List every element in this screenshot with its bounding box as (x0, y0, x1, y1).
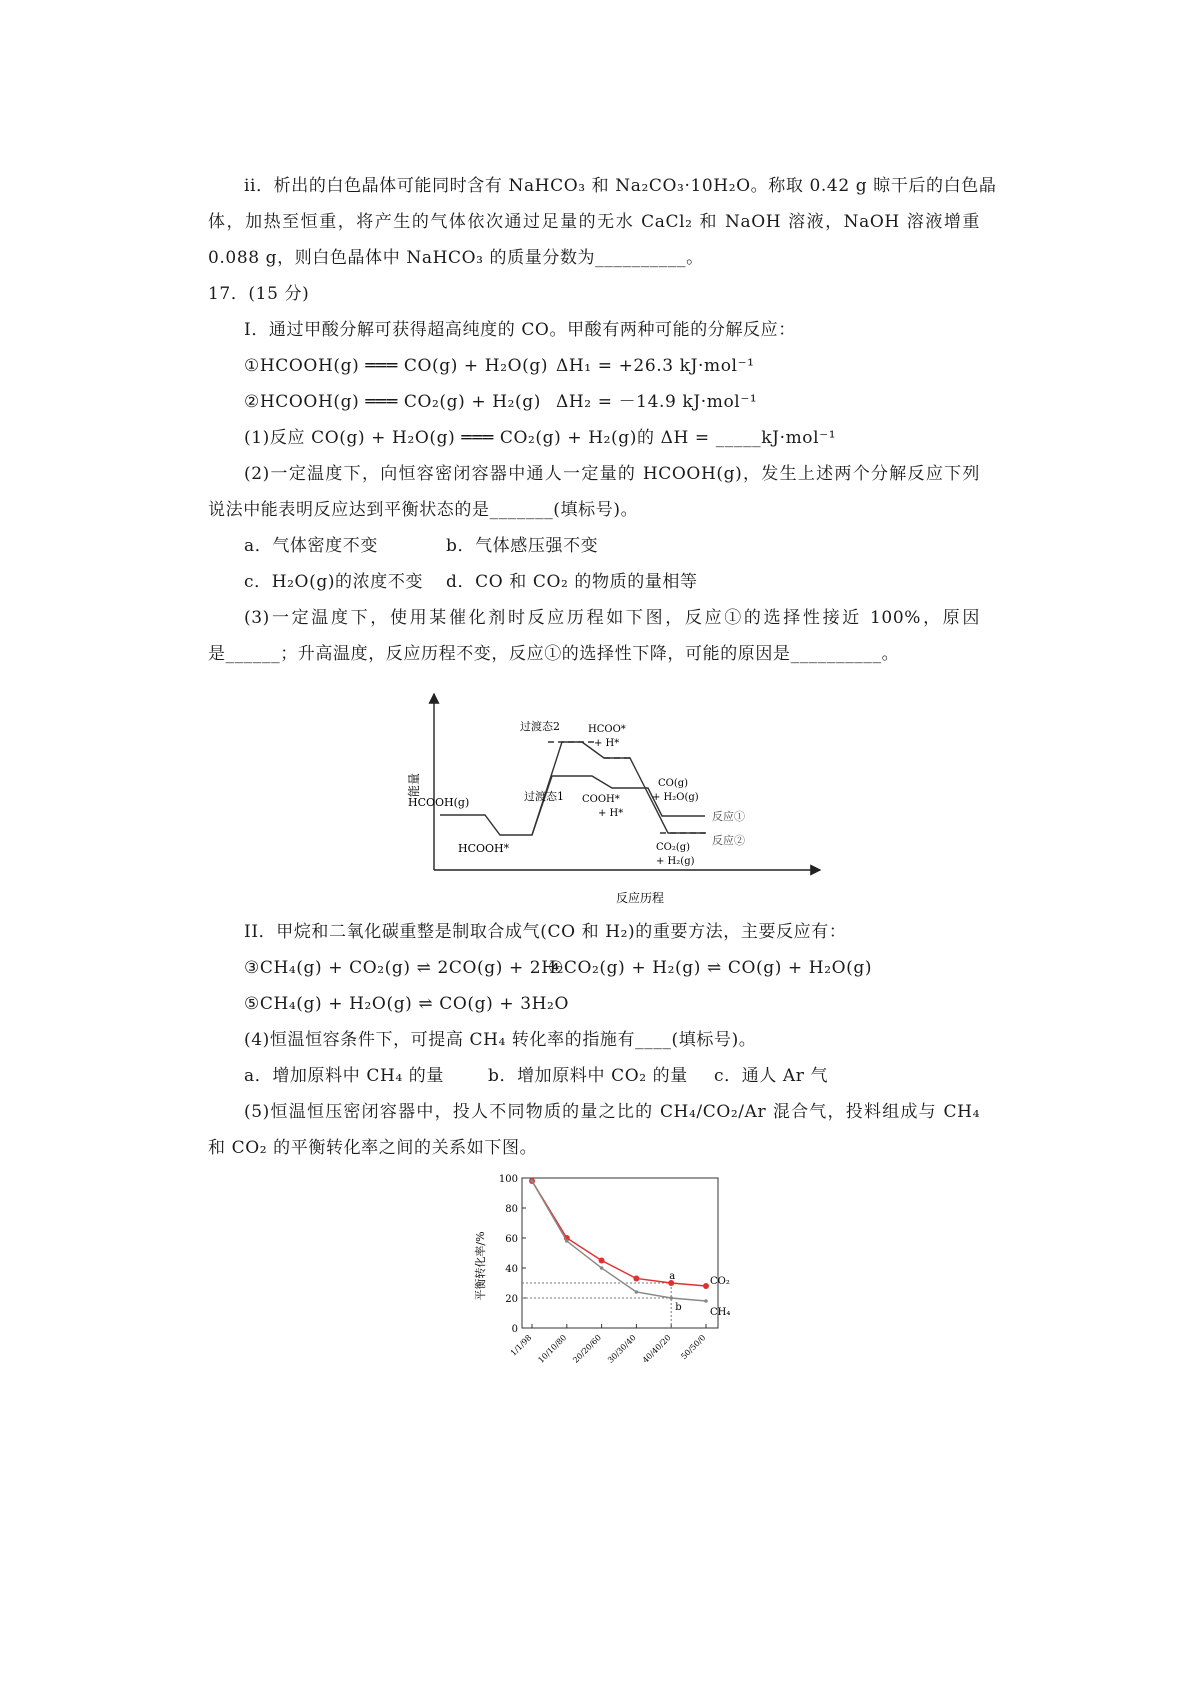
label-ts2: 过渡态2 (520, 720, 560, 733)
data-point (565, 1239, 569, 1243)
text-line: 和 CO₂ 的平衡转化率之间的关系如下图。 (208, 1138, 538, 1158)
data-point (703, 1283, 709, 1289)
data-point (704, 1299, 708, 1303)
text-line: 0.088 g，则白色晶体中 NaHCO₃ 的质量分数为__________。 (208, 248, 704, 268)
x-tick-label: 30/30/40 (606, 1333, 638, 1365)
x-tick-label: 1/1/98 (508, 1333, 534, 1358)
x-tick-label: 50/50/0 (679, 1333, 708, 1362)
label-cooh: COOH* (582, 794, 620, 805)
option-a: a．气体密度不变 (244, 536, 378, 556)
label-hcooh-g: HCOOH(g) (408, 796, 470, 809)
label-co2: CO₂(g) (656, 842, 691, 853)
conversion-chart (470, 1168, 770, 1378)
equation-4: ④CO₂(g) + H₂(g) ⇌ CO(g) + H₂O(g) (548, 958, 873, 978)
equation-2 (244, 390, 980, 414)
data-point (599, 1258, 605, 1264)
series-label: CO₂ (710, 1276, 730, 1287)
question-2: (2)一定温度下，向恒容密闭容器中通人一定量的 HCOOH(g)，发生上述两个分解反应下列 (244, 464, 980, 484)
options-row (244, 570, 980, 594)
x-tick-label: 20/20/60 (571, 1333, 604, 1365)
label-cooh-h: + H* (598, 808, 624, 819)
question-3: (3)一定温度下，使用某催化剂时反应历程如下图，反应①的选择性接近 100%，原因 (244, 608, 980, 628)
enthalpy-value: ΔH₁ = +26.3 kJ·mol⁻¹ (556, 356, 755, 376)
label-hcoo: HCOO* (588, 724, 626, 735)
question-5: (5)恒温恒压密闭容器中，投人不同物质的量之比的 CH₄/CO₂/Ar 混合气，投料组成与 CH₄ (244, 1102, 980, 1122)
option-c: c．H₂O(g)的浓度不变 (244, 572, 424, 592)
enthalpy-value: ΔH₂ = －14.9 kJ·mol⁻¹ (556, 392, 758, 412)
label-hcoo-h: + H* (594, 738, 620, 749)
equation-3: ③CH₄(g) + CO₂(g) ⇌ 2CO(g) + 2H₂ (244, 958, 565, 978)
y-tick-label: 60 (505, 1234, 518, 1245)
equation-row (244, 956, 980, 980)
question-number: 17．(15 分) (208, 284, 310, 304)
label-co: CO(g) (658, 778, 689, 789)
y-axis-label: 能量 (407, 772, 421, 798)
data-point (669, 1296, 673, 1300)
option-c: c．通人 Ar 气 (714, 1066, 829, 1086)
option-b: b．气体感压强不变 (446, 536, 599, 556)
label-co-h2o: + H₂O(g) (652, 792, 699, 803)
text-line: ii．析出的白色晶体可能同时含有 NaHCO₃ 和 Na₂CO₃·10H₂O。称取 0.42 g 晾干后的白色晶 (244, 176, 997, 196)
text-line: 是______；升高温度，反应历程不变，反应①的选择性下降，可能的原因是__________。 (208, 644, 900, 664)
section-heading: II．甲烷和二氧化碳重整是制取合成气(CO 和 H₂)的重要方法，主要反应有： (244, 922, 847, 942)
plot-frame (522, 1178, 718, 1328)
equation-text: ②HCOOH(g) ═══ CO₂(g) + H₂(g) (244, 392, 541, 412)
options-row (244, 1064, 980, 1088)
section-heading: I．通过甲酸分解可获得超高纯度的 CO。甲酸有两种可能的分解反应： (244, 320, 796, 340)
legend-reaction-2: 反应② (712, 834, 745, 847)
question-4: (4)恒温恒容条件下，可提高 CH₄ 转化率的指施有____(填标号)。 (244, 1030, 757, 1050)
label-co2-h2: + H₂(g) (656, 856, 695, 867)
y-tick-label: 100 (498, 1174, 518, 1185)
x-tick-label: 40/40/20 (640, 1333, 673, 1365)
option-b: b．增加原料中 CO₂ 的量 (488, 1066, 688, 1086)
question-1: (1)反应 CO(g) + H₂O(g) ═══ CO₂(g) + H₂(g)的 ΔH = _____kJ·mol⁻¹ (244, 428, 837, 448)
y-tick-label: 40 (505, 1264, 518, 1275)
annotation-label: a (669, 1271, 676, 1282)
data-point (530, 1179, 534, 1183)
equation-text: ①HCOOH(g) ═══ CO(g) + H₂O(g) (244, 356, 549, 376)
equation-1 (244, 354, 980, 378)
x-tick-label: 10/10/80 (536, 1333, 569, 1365)
series-label: CH₄ (710, 1307, 731, 1318)
data-point (635, 1290, 639, 1294)
y-tick-label: 0 (511, 1324, 518, 1335)
data-point (600, 1266, 604, 1270)
label-hcooh-ads: HCOOH* (458, 842, 510, 855)
series-line (532, 1181, 706, 1286)
x-axis-label: 反应历程 (615, 891, 665, 905)
text-line: 说法中能表明反应达到平衡状态的是_______(填标号)。 (208, 500, 639, 520)
label-ts1: 过渡态1 (524, 790, 564, 803)
chart-y-label: 平衡转化率/% (474, 1231, 487, 1301)
y-tick-label: 20 (505, 1294, 518, 1305)
data-point (633, 1276, 639, 1282)
option-d: d．CO 和 CO₂ 的物质的量相等 (446, 572, 698, 592)
text-line: 体，加热至恒重，将产生的气体依次通过足量的无水 CaCl₂ 和 NaOH 溶液，NaOH 溶液增重 (208, 212, 980, 232)
option-a: a．增加原料中 CH₄ 的量 (244, 1066, 444, 1086)
energy-diagram (400, 690, 830, 910)
equation-5: ⑤CH₄(g) + H₂O(g) ⇌ CO(g) + 3H₂O (244, 994, 569, 1014)
options-row (244, 534, 980, 558)
legend-reaction-1: 反应① (712, 810, 745, 823)
y-tick-label: 80 (505, 1204, 518, 1215)
annotation-label: b (675, 1302, 682, 1313)
